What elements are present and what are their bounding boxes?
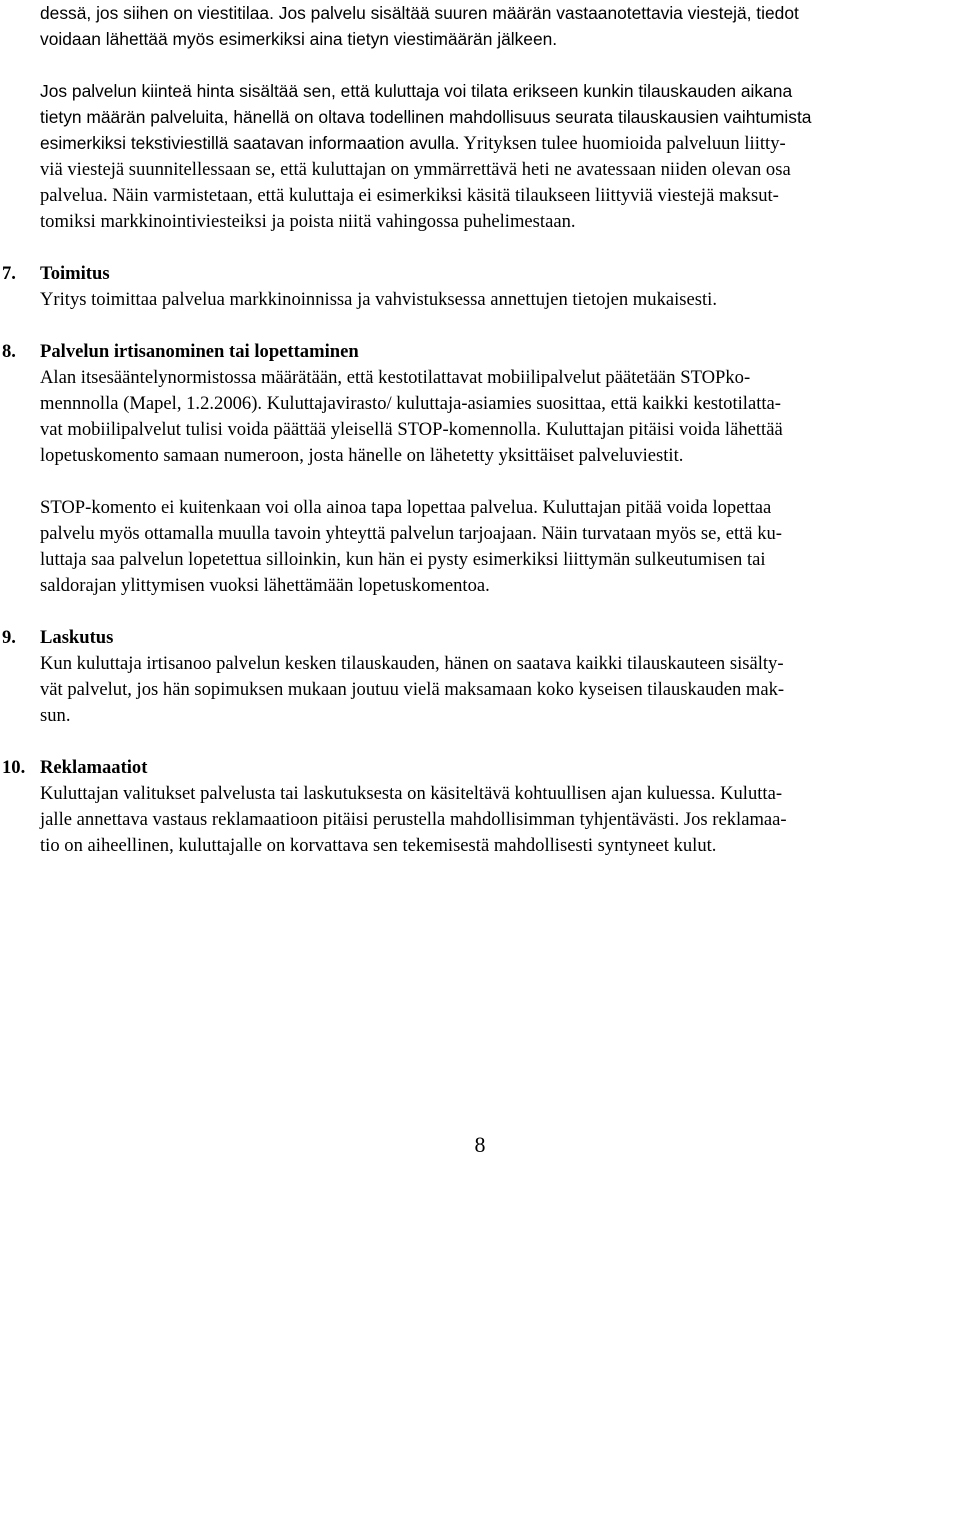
section-number: 8. <box>2 341 16 362</box>
section-paragraph <box>40 651 952 729</box>
intro-paragraph-2 <box>40 78 952 235</box>
text-line: STOP-komento ei kuitenkaan voi olla ainoa tapa lopettaa palvelua. Kuluttajan pitää voida lopettaa <box>40 497 772 518</box>
document-page <box>2 0 952 859</box>
section-paragraph <box>40 495 952 599</box>
text-line: Yritys toimittaa palvelua markkinoinnissa ja vahvistuksessa annettujen tietojen mukaisesti. <box>40 289 717 310</box>
text-line: palvelu myös ottamalla muulla tavoin yhteyttä palvelun tarjoajaan. Näin turvataan myös se, että ku- <box>40 523 782 544</box>
section-paragraph <box>40 781 952 859</box>
section-toimitus <box>2 261 952 313</box>
text-line: Kuluttajan valitukset palvelusta tai laskutuksesta on käsiteltävä kohtuullisen ajan kuluessa. Kulutta- <box>40 783 783 804</box>
section-laskutus <box>2 625 952 729</box>
text-line: viä viestejä suunnitellessaan se, että kuluttajan on ymmärrettävä heti ne avatessaan niiden olevan osa <box>40 159 791 180</box>
text-line: palvelua. Näin varmistetaan, että kuluttaja ei esimerkiksi käsitä tilaukseen liittyviä viestejä maksut- <box>40 185 779 206</box>
section-paragraph <box>40 365 952 469</box>
section-title: Reklamaatiot <box>40 757 148 778</box>
section-title: Toimitus <box>40 263 110 284</box>
text-line <box>40 130 952 157</box>
text-line: sun. <box>40 705 71 726</box>
text-line: tomiksi markkinointiviesteiksi ja poista niitä vahingossa puhelimestaan. <box>40 211 576 232</box>
text-line: tio on aiheellinen, kuluttajalle on korvattava sen tekemisestä mahdollisesti syntyneet kulut. <box>40 835 717 856</box>
section-heading <box>2 339 952 365</box>
text-line: mennnolla (Mapel, 1.2.2006). Kuluttajavirasto/ kuluttaja-asiamies suosittaa, että kaikki kestotilatta- <box>40 393 781 414</box>
text-line: saldorajan ylittymisen vuoksi lähettämään lopetuskomentoa. <box>40 575 490 596</box>
section-number: 10. <box>2 757 26 778</box>
text-line: tietyn määrän palveluita, hänellä on oltava todellinen mahdollisuus seurata tilauskausien vaihtumista <box>40 107 812 127</box>
text-line: dessä, jos siihen on viestitilaa. Jos palvelu sisältää suuren määrän vastaanotettavia viestejä, tiedot <box>40 3 799 23</box>
section-title: Laskutus <box>40 627 114 648</box>
text-line: Alan itsesääntelynormistossa määrätään, että kestotilattavat mobiilipalvelut päätetään STOPko- <box>40 367 751 388</box>
section-heading <box>2 755 952 781</box>
section-reklamaatiot <box>2 755 952 859</box>
page-number: 8 <box>474 1132 486 1157</box>
text-line: lopetuskomento samaan numeroon, josta hänelle on lähetetty yksittäiset palveluviestit. <box>40 445 684 466</box>
text-fragment: Yrityksen tulee huomioida palveluun liitty- <box>463 133 786 154</box>
section-title: Palvelun irtisanominen tai lopettaminen <box>40 341 359 362</box>
text-fragment: esimerkiksi tekstiviestillä saatavan informaation avulla. <box>40 133 460 153</box>
section-paragraph <box>40 287 952 313</box>
section-heading <box>2 261 952 287</box>
section-heading <box>2 625 952 651</box>
text-line: vat mobiilipalvelut tulisi voida päättää yleisellä STOP-komennolla. Kuluttajan pitäisi voida lähettää <box>40 419 783 440</box>
text-line: jalle annettava vastaus reklamaatioon pitäisi perustella mahdollisimman tyhjentävästi. Jos reklamaa- <box>40 809 787 830</box>
text-line: luttaja saa palvelun lopetettua silloinkin, kun hän ei pysty esimerkiksi liittymän sulkeutumisen tai <box>40 549 766 570</box>
text-line: Jos palvelun kiinteä hinta sisältää sen, että kuluttaja voi tilata erikseen kunkin tilauskauden aikana <box>40 81 793 101</box>
section-irtisanominen <box>2 339 952 599</box>
section-number: 9. <box>2 627 16 648</box>
text-line: vät palvelut, jos hän sopimuksen mukaan joutuu vielä maksamaan koko kyseisen tilauskauden mak- <box>40 679 785 700</box>
intro-paragraph-1 <box>40 0 952 52</box>
section-number: 7. <box>2 263 16 284</box>
text-line: voidaan lähettää myös esimerkiksi aina tietyn viestimäärän jälkeen. <box>40 29 558 49</box>
text-line: Kun kuluttaja irtisanoo palvelun kesken tilauskauden, hänen on saatava kaikki tilauskauteen sisälty- <box>40 653 784 674</box>
